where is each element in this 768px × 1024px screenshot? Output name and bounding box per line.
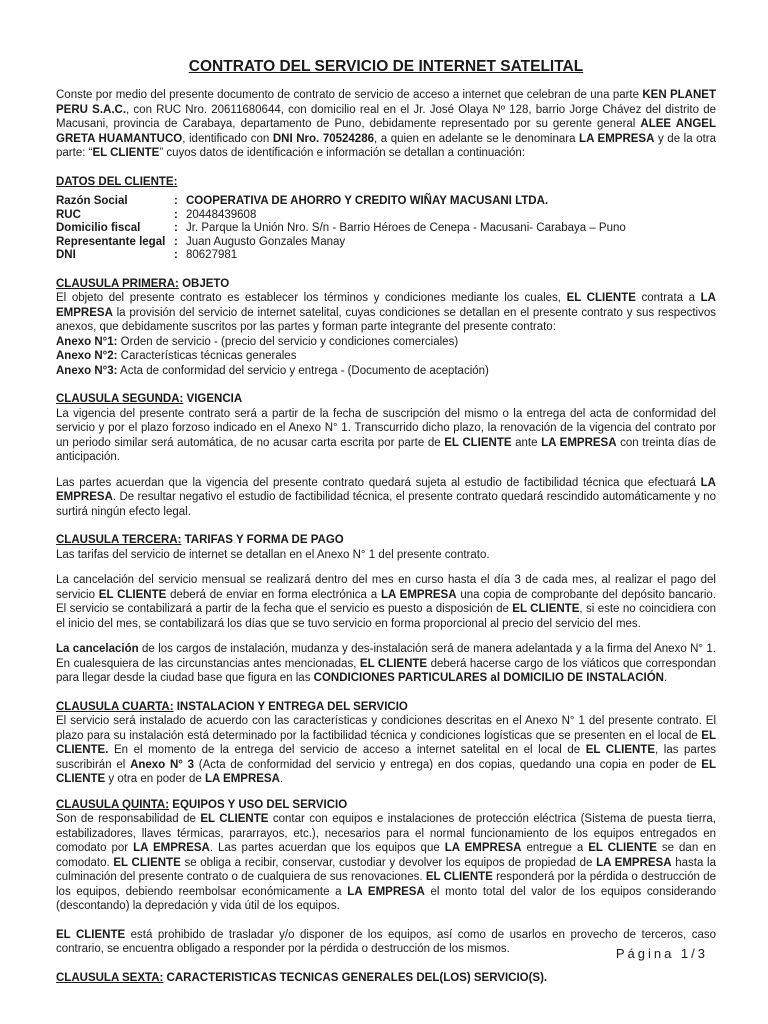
document-title: CONTRATO DEL SERVICIO DE INTERNET SATELITAL [188, 58, 584, 75]
anexo-2: Anexo N°2: Características técnicas generales [56, 350, 297, 362]
client-row-representante: Representante legal : Juan Augusto Gonzales Manay [56, 235, 346, 248]
text: Conste por medio del presente documento de contrato de servicio de acceso a internet que celebran de una parte [56, 89, 643, 101]
clause-2-heading: CLAUSULA SEGUNDA: VIGENCIA [56, 393, 243, 405]
clause-6-heading: CLAUSULA SEXTA: CARACTERISTICAS TECNICAS GENERALES DEL(LOS) SERVICIO(S). [56, 971, 548, 984]
clause-2-paragraph-2: Las partes acuerdan que la vigencia del presente contrato quedará sujeta al estudio de factibilidad técnica que efectuará LA EMPRESA. De resultar negativo el estudio de factibilidad técnica, el presente contrato quedará rescindido automáticamente y no surtirá ningún efecto legal. [56, 476, 716, 518]
text: , a quien en adelante se le denominara [374, 132, 580, 145]
term-cliente: EL CLIENTE [92, 147, 160, 159]
client-row-ruc: RUC : 20448439608 [56, 208, 257, 221]
clause-1-paragraph: El objeto del presente contrato es establecer los términos y condiciones mediante los cuales, EL CLIENTE contrata a LA EMPRESA la provisión del servicio de internet satelital, cuyas condiciones se detallan en el presente contrato y sus respectivos anexos, que debidamente suscritos por las partes y forman parte integrante del presente contrato: [56, 292, 716, 333]
text: , identificado con [182, 132, 273, 145]
datos-heading: DATOS DEL CLIENTE: [56, 175, 178, 188]
clause-5-paragraph-1: Son de responsabilidad de EL CLIENTE contar con equipos e instalaciones de protección eléctrica (Sistema de puesta tierra, estabilizadores, llaves térmicas, pararrayos, etc.), necesarios para el normal funcionamiento de los equipos entregados en comodato por LA EMPRESA. Las partes acuerdan que los equipos que LA EMPRESA entregue a EL CLIENTE se dan en comodato. EL CLIENTE se obliga a recibir, conservar, custodiar y devolver los equipos de propiedad de LA EMPRESA hasta la culminación del presente contrato o de cualquiera de sus renovaciones. EL CLIENTE responderá por la pérdida o destrucción de los equipos, debiendo reembolsar económicamente a LA EMPRESA el monto total del valor de los equipos considerando (descontando) la depredación y vida útil de los equipos. [56, 813, 716, 912]
clause-3-paragraph-2: La cancelación del servicio mensual se realizará dentro del mes en curso hasta el día 3 de cada mes, al realizar el pago del servicio EL CLIENTE deberá de enviar en forma electrónica a LA EMPRESA una copia de comprobante del depósito bancario. El servicio se contabilizará a partir de la fecha que el servicio es puesto a disposición de EL CLIENTE, si este no coincidiera con el inicio del mes, se contabilizará los días que se tuvo servicio en forma proporcional al precio del servicio del mes. [56, 574, 716, 630]
clause-1-heading: CLAUSULA PRIMERA: OBJETO [56, 277, 230, 290]
document-body [56, 58, 716, 985]
clause-5-paragraph-2: EL CLIENTE está prohibido de trasladar y/o disponer de los equipos, así como de usarlos en provecho de terceros, caso contrario, se encuentra obligado a responder por la pérdida o destrucción de los mismos. [56, 928, 716, 955]
clause-3-paragraph-1: Las tarifas del servicio de internet se detallan en el Anexo N° 1 del presente contrato. [56, 548, 490, 561]
text: , con RUC Nro. 20611680644, con domicilio real en el Jr. José Olaya Nº 128, barrio Jorge Chávez del distrito de Macusani, provincia de Carabaya, departamento de Puno, debidamente representado por su gerente general [56, 103, 716, 130]
anexo-1: Anexo N°1: Orden de servicio - (precio del servicio y condiciones comerciales) [56, 335, 459, 348]
client-row-razon-social: Razón Social : COOPERATIVA DE AHORRO Y CREDITO WIÑAY MACUSANI LTDA. [56, 195, 549, 207]
anexo-3: Anexo N°3: Acta de conformidad del servicio y entrega - (Documento de aceptación) [56, 364, 489, 377]
clause-3-paragraph-3: La cancelación de los cargos de instalación, mudanza y des-instalación será de manera adelantada y a la firma del Anexo N° 1. En cualesquiera de las circunstancias antes mencionadas, EL CLIENTE deberá hacerse cargo de los viáticos que correspondan para llegar desde la ciudad base que figura en las CONDICIONES PARTICULARES al DOMICILIO DE INSTALACIÓN. [56, 643, 716, 684]
clause-2-paragraph-1: La vigencia del presente contrato será a partir de la fecha de suscripción del mismo o la entrega del acta de conformidad del servicio y por el plazo forzoso indicado en el Anexo N° 1. Transcurrido dicho plazo, la renovación de la vigencia del contrato por un periodo similar será automática, de no acusar carta escrita por parte de EL CLIENTE ante LA EMPRESA con treinta días de anticipación. [56, 407, 716, 463]
company-name: KEN PLANET PERU S.A.C. [56, 89, 716, 116]
term-empresa: LA EMPRESA [579, 132, 655, 145]
clause-5-heading: CLAUSULA QUINTA: EQUIPOS Y USO DEL SERVICIO [56, 798, 348, 811]
clause-4-paragraph: El servicio será instalado de acuerdo con las características y condiciones descritas en el Anexo N° 1 del presente contrato. El plazo para su instalación está determinado por la factibilidad técnica y condiciones logísticas que se presenten en el local de EL CLIENTE. En el momento de la entrega del servicio de acceso a internet satelital en el local de EL CLIENTE, las partes suscribirán el Anexo N° 3 (Acta de conformidad del servicio y entrega) en dos copias, quedando una copia en poder de EL CLIENTE y otra en poder de LA EMPRESA. [56, 715, 716, 785]
text: ” cuyos datos de identificación e información se detallan a continuación: [159, 147, 525, 159]
clause-4-heading: CLAUSULA CUARTA: INSTALACION Y ENTREGA DEL SERVICIO [56, 700, 408, 713]
page-number: Página 1/3 [615, 946, 708, 961]
client-row-dni: DNI : 80627981 [56, 249, 238, 261]
manager-name: ALEE ANGEL GRETA HUAMANTUCO [56, 118, 716, 145]
manager-dni: DNI Nro. 70524286 [272, 132, 374, 145]
text: y de la otra parte: “ [56, 132, 716, 159]
intro-paragraph [56, 88, 716, 161]
client-row-domicilio: Domicilio fiscal : Jr. Parque la Unión Nro. S/n - Barrio Héroes de Cenepa - Macusani- Carabaya – Puno [56, 222, 626, 234]
client-data-table [56, 195, 716, 263]
clause-3-heading: CLAUSULA TERCERA: TARIFAS Y FORMA DE PAGO [56, 534, 344, 546]
